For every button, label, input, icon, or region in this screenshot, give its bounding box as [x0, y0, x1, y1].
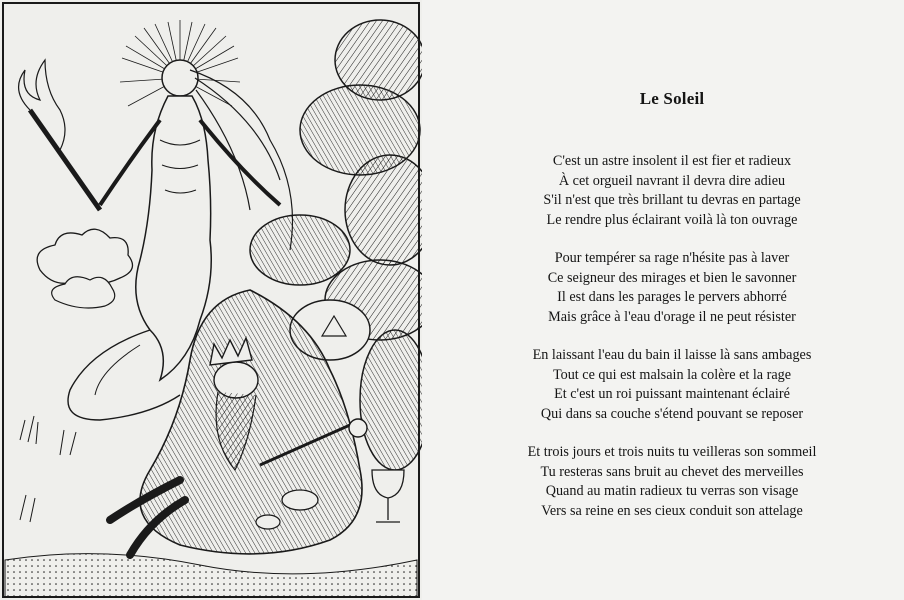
grass	[20, 416, 76, 522]
king-foot	[282, 490, 318, 510]
poem-title: Le Soleil	[639, 89, 705, 108]
illustration	[0, 0, 422, 600]
poem-line: Il est dans les parages le pervers abhorré	[557, 289, 787, 306]
poem-line: Qui dans sa couche s'étend pouvant se reposer	[540, 405, 804, 422]
sun-arm-right	[200, 120, 280, 205]
poem-line: Vers sa reine en ses cieux conduit son attelage	[541, 502, 803, 519]
cloud	[37, 229, 132, 283]
poem-line: À cet orgueil navrant il devra dire adieu	[558, 172, 786, 189]
poem-line: S'il n'est que très brillant tu devras en partage	[543, 192, 801, 209]
goblet	[372, 470, 404, 522]
poem-line: Mais grâce à l'eau d'orage il ne peut résister	[548, 308, 796, 325]
poem-line: Tu resteras sans bruit au chevet des merveilles	[540, 463, 804, 480]
poem-line: Et trois jours et trois nuits tu veilleras son sommeil	[527, 444, 817, 460]
stanza	[440, 249, 904, 327]
stanza	[440, 443, 904, 521]
stanza	[440, 152, 904, 230]
poem-line: C'est un astre insolent il est fier et radieux	[552, 153, 792, 169]
ground	[5, 554, 417, 597]
poem-line: Quand au matin radieux tu verras son visage	[545, 483, 799, 500]
poem-line: En laissant l'eau du bain il laisse là sans ambages	[532, 347, 812, 363]
poem-line: Et c'est un roi puissant maintenant éclairé	[554, 386, 790, 403]
poem-line: Le rendre plus éclairant voilà là ton ouvrage	[546, 211, 798, 228]
poem	[440, 0, 904, 600]
illustration-plate	[0, 0, 422, 600]
stanza	[440, 346, 904, 424]
coin	[256, 515, 280, 529]
sun-head	[162, 60, 198, 96]
poem-line: Ce seigneur des mirages et bien le savonner	[547, 269, 797, 286]
poem-line: Pour tempérer sa rage n'hésite pas à laver	[554, 250, 790, 266]
poem-line: Tout ce qui est malsain la colère et la rage	[552, 366, 792, 383]
